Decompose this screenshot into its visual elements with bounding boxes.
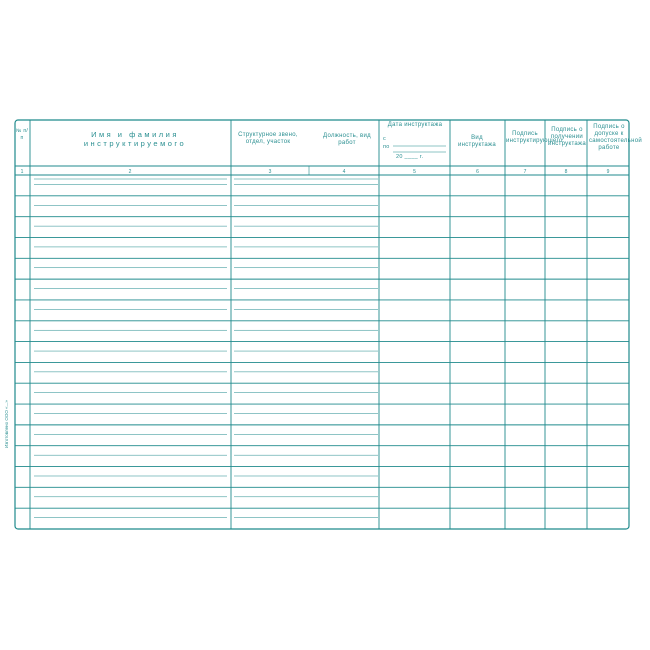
- header-col-dept: Структурное звено, отдел, участок: [238, 132, 298, 145]
- header-col-number: № п/п: [15, 128, 29, 141]
- header-col-position: Должность, вид работ: [323, 133, 371, 146]
- header-date-year: 20 ____ г.: [396, 154, 424, 160]
- header-col-date: [380, 122, 450, 129]
- colnum-5: 5: [413, 169, 416, 175]
- header-date-from: с: [383, 136, 387, 142]
- colnum-7: 7: [523, 169, 527, 175]
- header-col-type: Вид инструктажа: [457, 135, 497, 148]
- colnum-2: 2: [128, 169, 132, 175]
- header-col-admission: Подпись о допуске к самостоятельной работе: [589, 124, 643, 151]
- header-col-signature: Подпись о получении инструктажа: [547, 127, 587, 147]
- colnum-8: 8: [564, 169, 568, 175]
- header-col-instructor: Подпись инструктирующего: [506, 131, 563, 144]
- header-date-to: по: [383, 144, 390, 150]
- colnum-6: 6: [476, 169, 479, 175]
- header-name-line1: Имя и фамилия: [91, 130, 179, 139]
- colnum-1: 1: [20, 169, 24, 175]
- header-date-title: Дата инструктажа: [387, 122, 443, 128]
- header-col-name: [40, 130, 230, 148]
- header-name-line2: инструктируемого: [83, 139, 187, 148]
- table-border: [15, 120, 643, 529]
- colnum-4: 4: [342, 169, 346, 175]
- colnum-9: 9: [606, 169, 610, 175]
- colnum-3: 3: [268, 169, 272, 175]
- side-print-note: Изготовлено ООО «...»: [4, 400, 9, 448]
